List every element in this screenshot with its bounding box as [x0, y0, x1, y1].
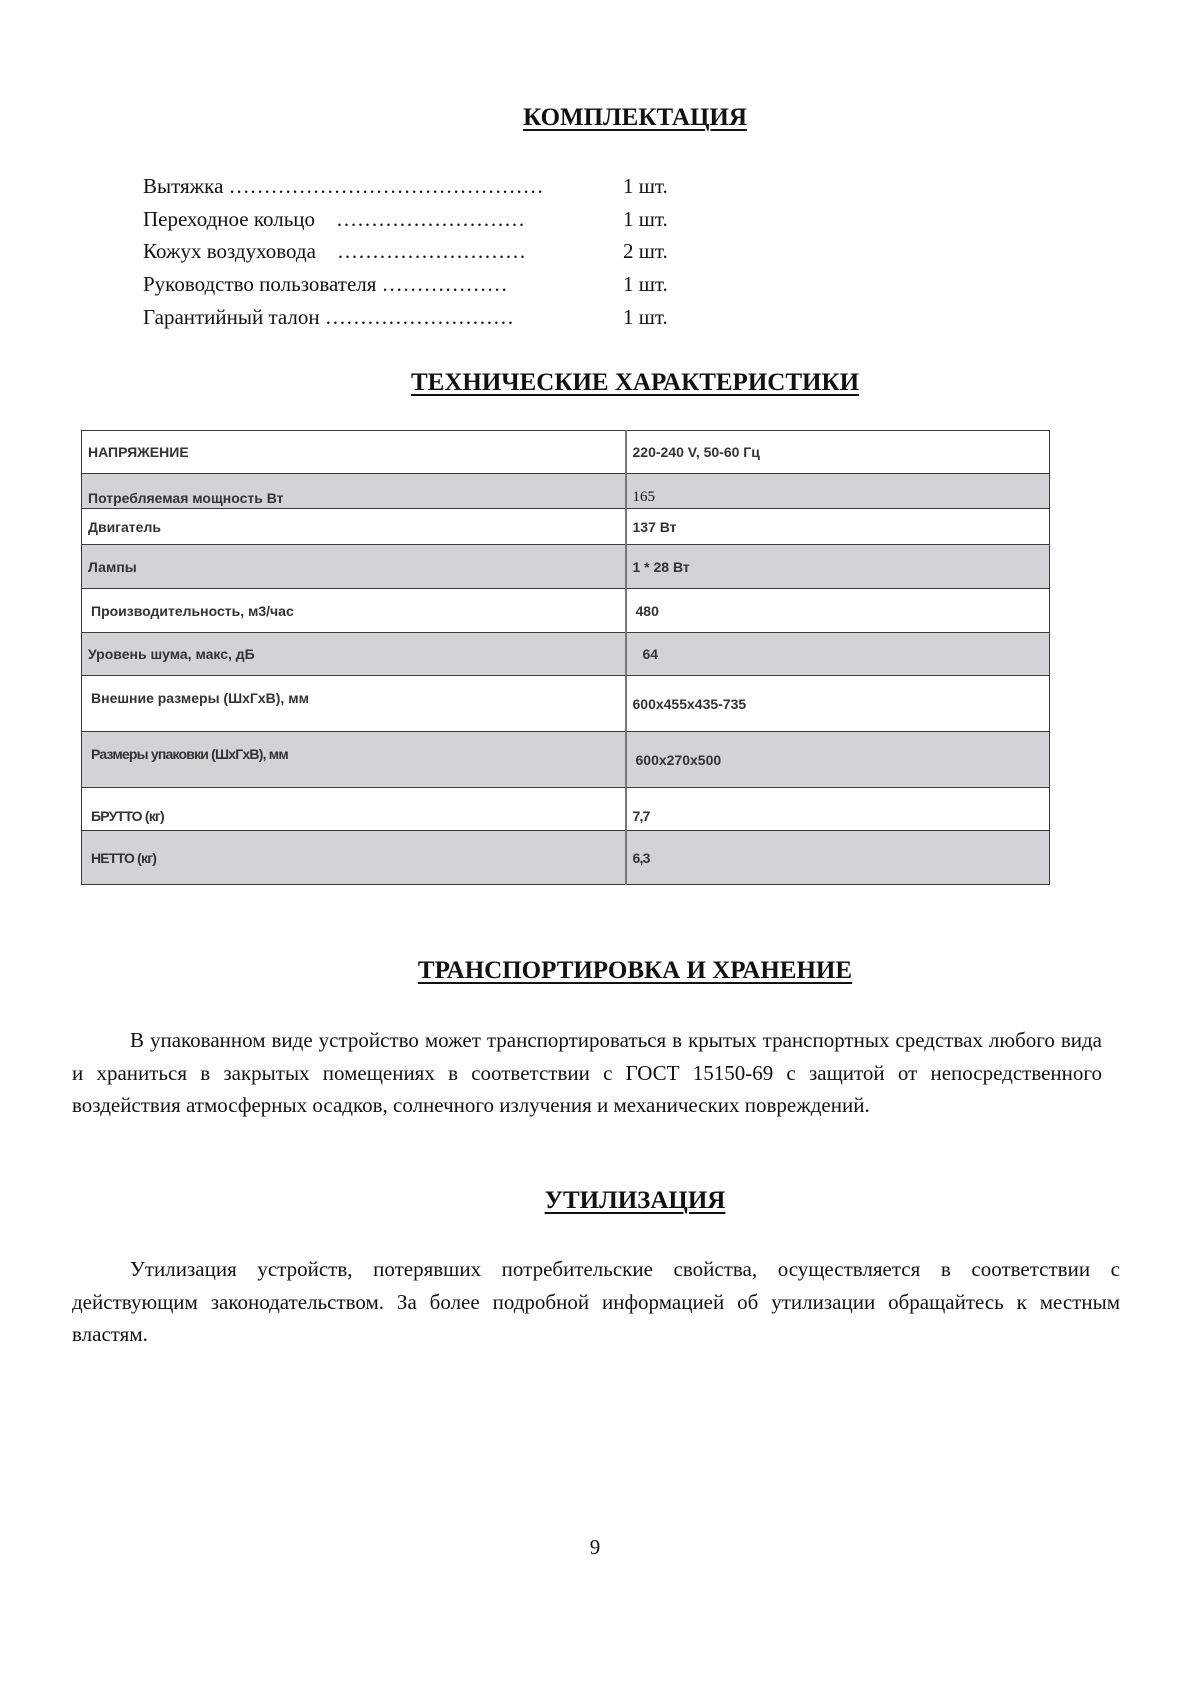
spec-label: Потребляемая мощность Вт [82, 474, 626, 509]
kit-item-qty: 1 шт. [623, 304, 668, 329]
table-row [82, 633, 1050, 676]
kit-item-name: Вытяжка ……………………………………… [143, 174, 544, 198]
spec-value: 1 * 28 Вт [626, 545, 1050, 589]
spec-value: 137 Вт [626, 509, 1050, 545]
kit-item-qty: 1 шт. [623, 206, 668, 231]
kit-item [143, 204, 703, 237]
spec-label: НЕТТО (кг) [82, 831, 626, 885]
transport-paragraph: В упакованном виде устройство может транспортироваться в крытых транспортных средствах любого вида и храниться в закрытых помещениях в соответствии с ГОСТ 15150-69 с защитой от непосредственного воздействия атмосферных осадков, солнечного излучения и механических повреждений. [72, 1028, 1102, 1117]
spec-label: Производительность, м3/час [82, 589, 626, 633]
kit-item [143, 269, 703, 302]
table-row [82, 788, 1050, 831]
kit-item [143, 236, 703, 269]
spec-value: 7,7 [626, 788, 1050, 831]
page-number: 9 [589, 1535, 601, 1559]
kit-item [143, 171, 703, 204]
table-row [82, 509, 1050, 545]
spec-value: 165 [626, 474, 1050, 509]
specs-heading: ТЕХНИЧЕСКИЕ ХАРАКТЕРИСТИКИ [410, 369, 860, 396]
spec-label: Размеры упаковки (ШхГхВ), мм [82, 732, 626, 788]
table-row [82, 474, 1050, 509]
specs-table [81, 430, 1050, 885]
spec-label: Внешние размеры (ШхГхВ), мм [82, 676, 626, 732]
kit-item-qty: 2 шт. [623, 239, 668, 264]
spec-value: 480 [626, 589, 1050, 633]
kit-item-name: Гарантийный талон ……………………… [143, 304, 514, 329]
table-row [82, 732, 1050, 788]
spec-label: Уровень шума, макс, дБ [82, 633, 626, 676]
spec-value: 220-240 V, 50-60 Гц [626, 431, 1050, 474]
transport-heading: ТРАНСПОРТИРОВКА И ХРАНЕНИЕ [417, 957, 853, 984]
kit-item-name: Кожух воздуховода ……………………… [143, 239, 526, 264]
spec-value: 600x270x500 [626, 732, 1050, 788]
kit-item-qty: 1 шт. [623, 272, 668, 297]
kit-item-name: Переходное кольцо ……………………… [143, 206, 526, 231]
table-row [82, 676, 1050, 732]
spec-label: Двигатель [82, 509, 626, 545]
spec-label: БРУТТО (кг) [82, 788, 626, 831]
spec-value: 600x455x435-735 [626, 676, 1050, 732]
kit-heading: КОМПЛЕКТАЦИЯ [523, 104, 747, 131]
disposal-heading: УТИЛИЗАЦИЯ [544, 1187, 726, 1214]
kit-item-name: Руководство пользователя ……………… [143, 272, 508, 297]
spec-label: Лампы [82, 545, 626, 589]
spec-value: 64 [626, 633, 1050, 676]
table-row [82, 589, 1050, 633]
table-row [82, 831, 1050, 885]
kit-list [143, 171, 703, 334]
kit-item-qty: 1 шт. [623, 174, 668, 198]
spec-value: 6,3 [626, 831, 1050, 885]
disposal-paragraph: Утилизация устройств, потерявших потребительские свойства, осуществляется в соответствии с действующим законодательством. За более подробной информацией об утилизации обращайтесь к местным властям. [72, 1257, 1120, 1346]
table-row [82, 431, 1050, 474]
table-row [82, 545, 1050, 589]
spec-label: НАПРЯЖЕНИЕ [82, 431, 626, 474]
kit-item [143, 302, 703, 335]
